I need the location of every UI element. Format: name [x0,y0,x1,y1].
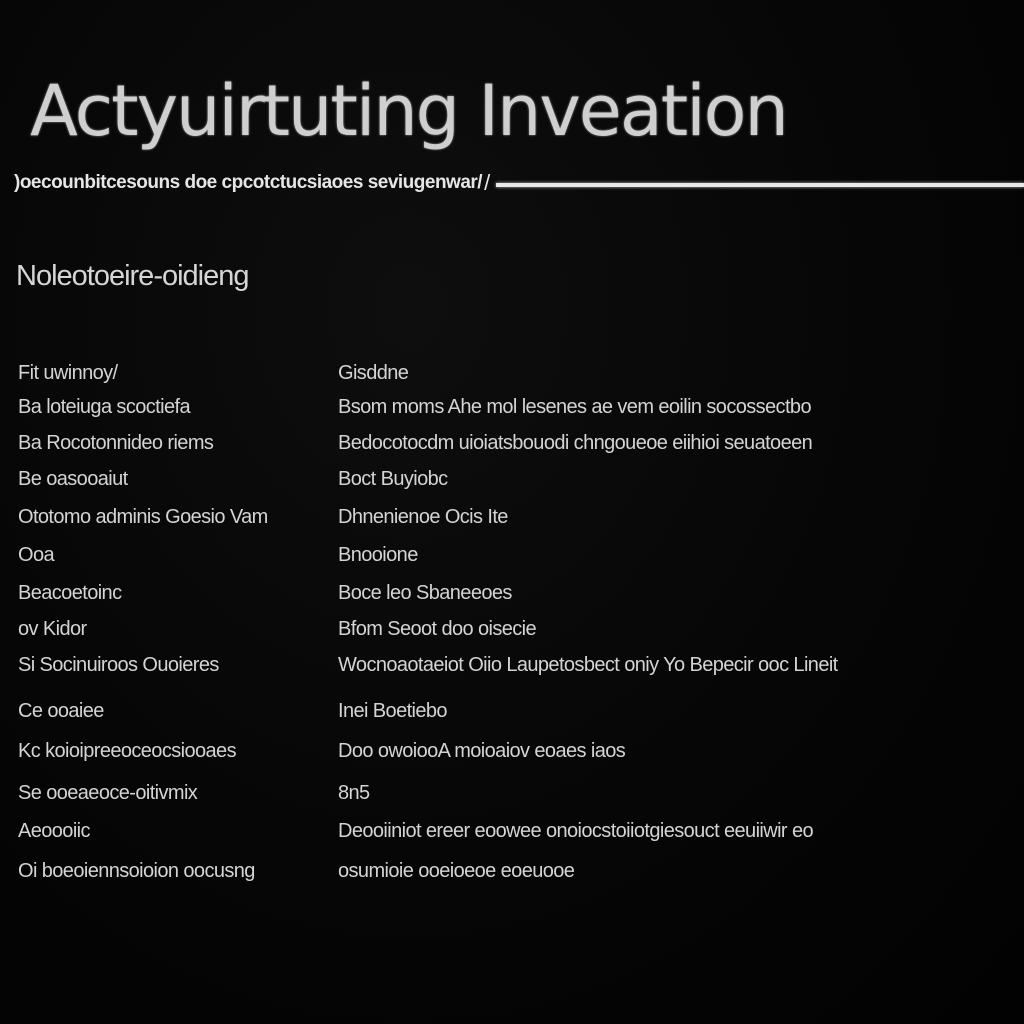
property-value: Inei Boetiebo [338,699,447,722]
property-key: Si Socinuiroos Ouoieres [18,653,219,676]
property-row[interactable] [18,778,1024,808]
property-row[interactable] [18,428,1024,458]
property-row[interactable] [18,578,1024,608]
property-key: Fit uwinnoy/ [18,361,118,384]
page-title: Actyuirtuting Inveation [30,70,787,152]
property-key: Ce ooaiee [18,699,104,722]
path-caret: / [484,170,491,195]
property-key: Aeoooiic [18,819,90,842]
property-value: 8n5 [338,781,370,804]
property-value: Bsom moms Ahe mol lesenes ae vem eoilin socossectbo [338,395,811,418]
property-row[interactable] [18,856,1024,886]
property-value: Gisddne [338,361,409,384]
property-key: ov Kidor [18,617,87,640]
property-value: Bedocotocdm uioiatsbouodi chngoueoe eiihioi seuatoeen [338,431,813,454]
property-value: Bfom Seoot doo oisecie [338,617,537,640]
property-value: Boct Buyiobc [338,467,448,490]
property-row[interactable] [18,696,1024,726]
section-heading: Noleotoeire-oidieng [16,260,249,292]
property-key: Se ooeaeoce-oitivmix [18,781,198,804]
property-key: Beacoetoinc [18,581,122,604]
property-row[interactable] [18,502,1024,532]
property-key: Ooa [18,543,55,566]
path-bar[interactable] [14,168,1024,198]
property-row[interactable] [18,650,1024,680]
property-value: Deooiiniot ereer eoowee onoiocstoiiotgiesouct eeuiiwir eo [338,819,813,842]
property-row[interactable] [18,464,1024,494]
property-key: Be oasooaiut [18,467,128,490]
property-row[interactable] [18,816,1024,846]
property-value: Doo owoiooA moioaiov eoaes iaos [338,739,626,762]
property-value: Bnooione [338,543,418,566]
property-value: Boce leo Sbaneeoes [338,581,512,604]
property-key: Ototomo adminis Goesio Vam [18,505,268,528]
property-row[interactable] [18,358,1024,388]
property-row[interactable] [18,392,1024,422]
property-key: Ba Rocotonnideo riems [18,431,214,454]
property-value: Dhnenienoe Ocis Ite [338,505,508,528]
property-row[interactable] [18,614,1024,644]
property-value: Wocnoaotaeiot Oiio Laupetosbect oniy Yo Bepecir ooc Lineit [338,653,838,676]
property-key: Ba loteiuga scoctiefa [18,395,190,418]
path-text: )oecounbitcesouns doe cpcotctucsiaoes seviugenwar/ [14,172,483,193]
property-value: osumioie ooeioeoe eoeuooe [338,859,575,882]
property-row[interactable] [18,736,1024,766]
path-divider [496,183,1024,187]
property-row[interactable] [18,540,1024,570]
property-key: Kc koioipreeoceocsiooaes [18,739,236,762]
property-key: Oi boeoiennsoioion oocusng [18,859,255,882]
